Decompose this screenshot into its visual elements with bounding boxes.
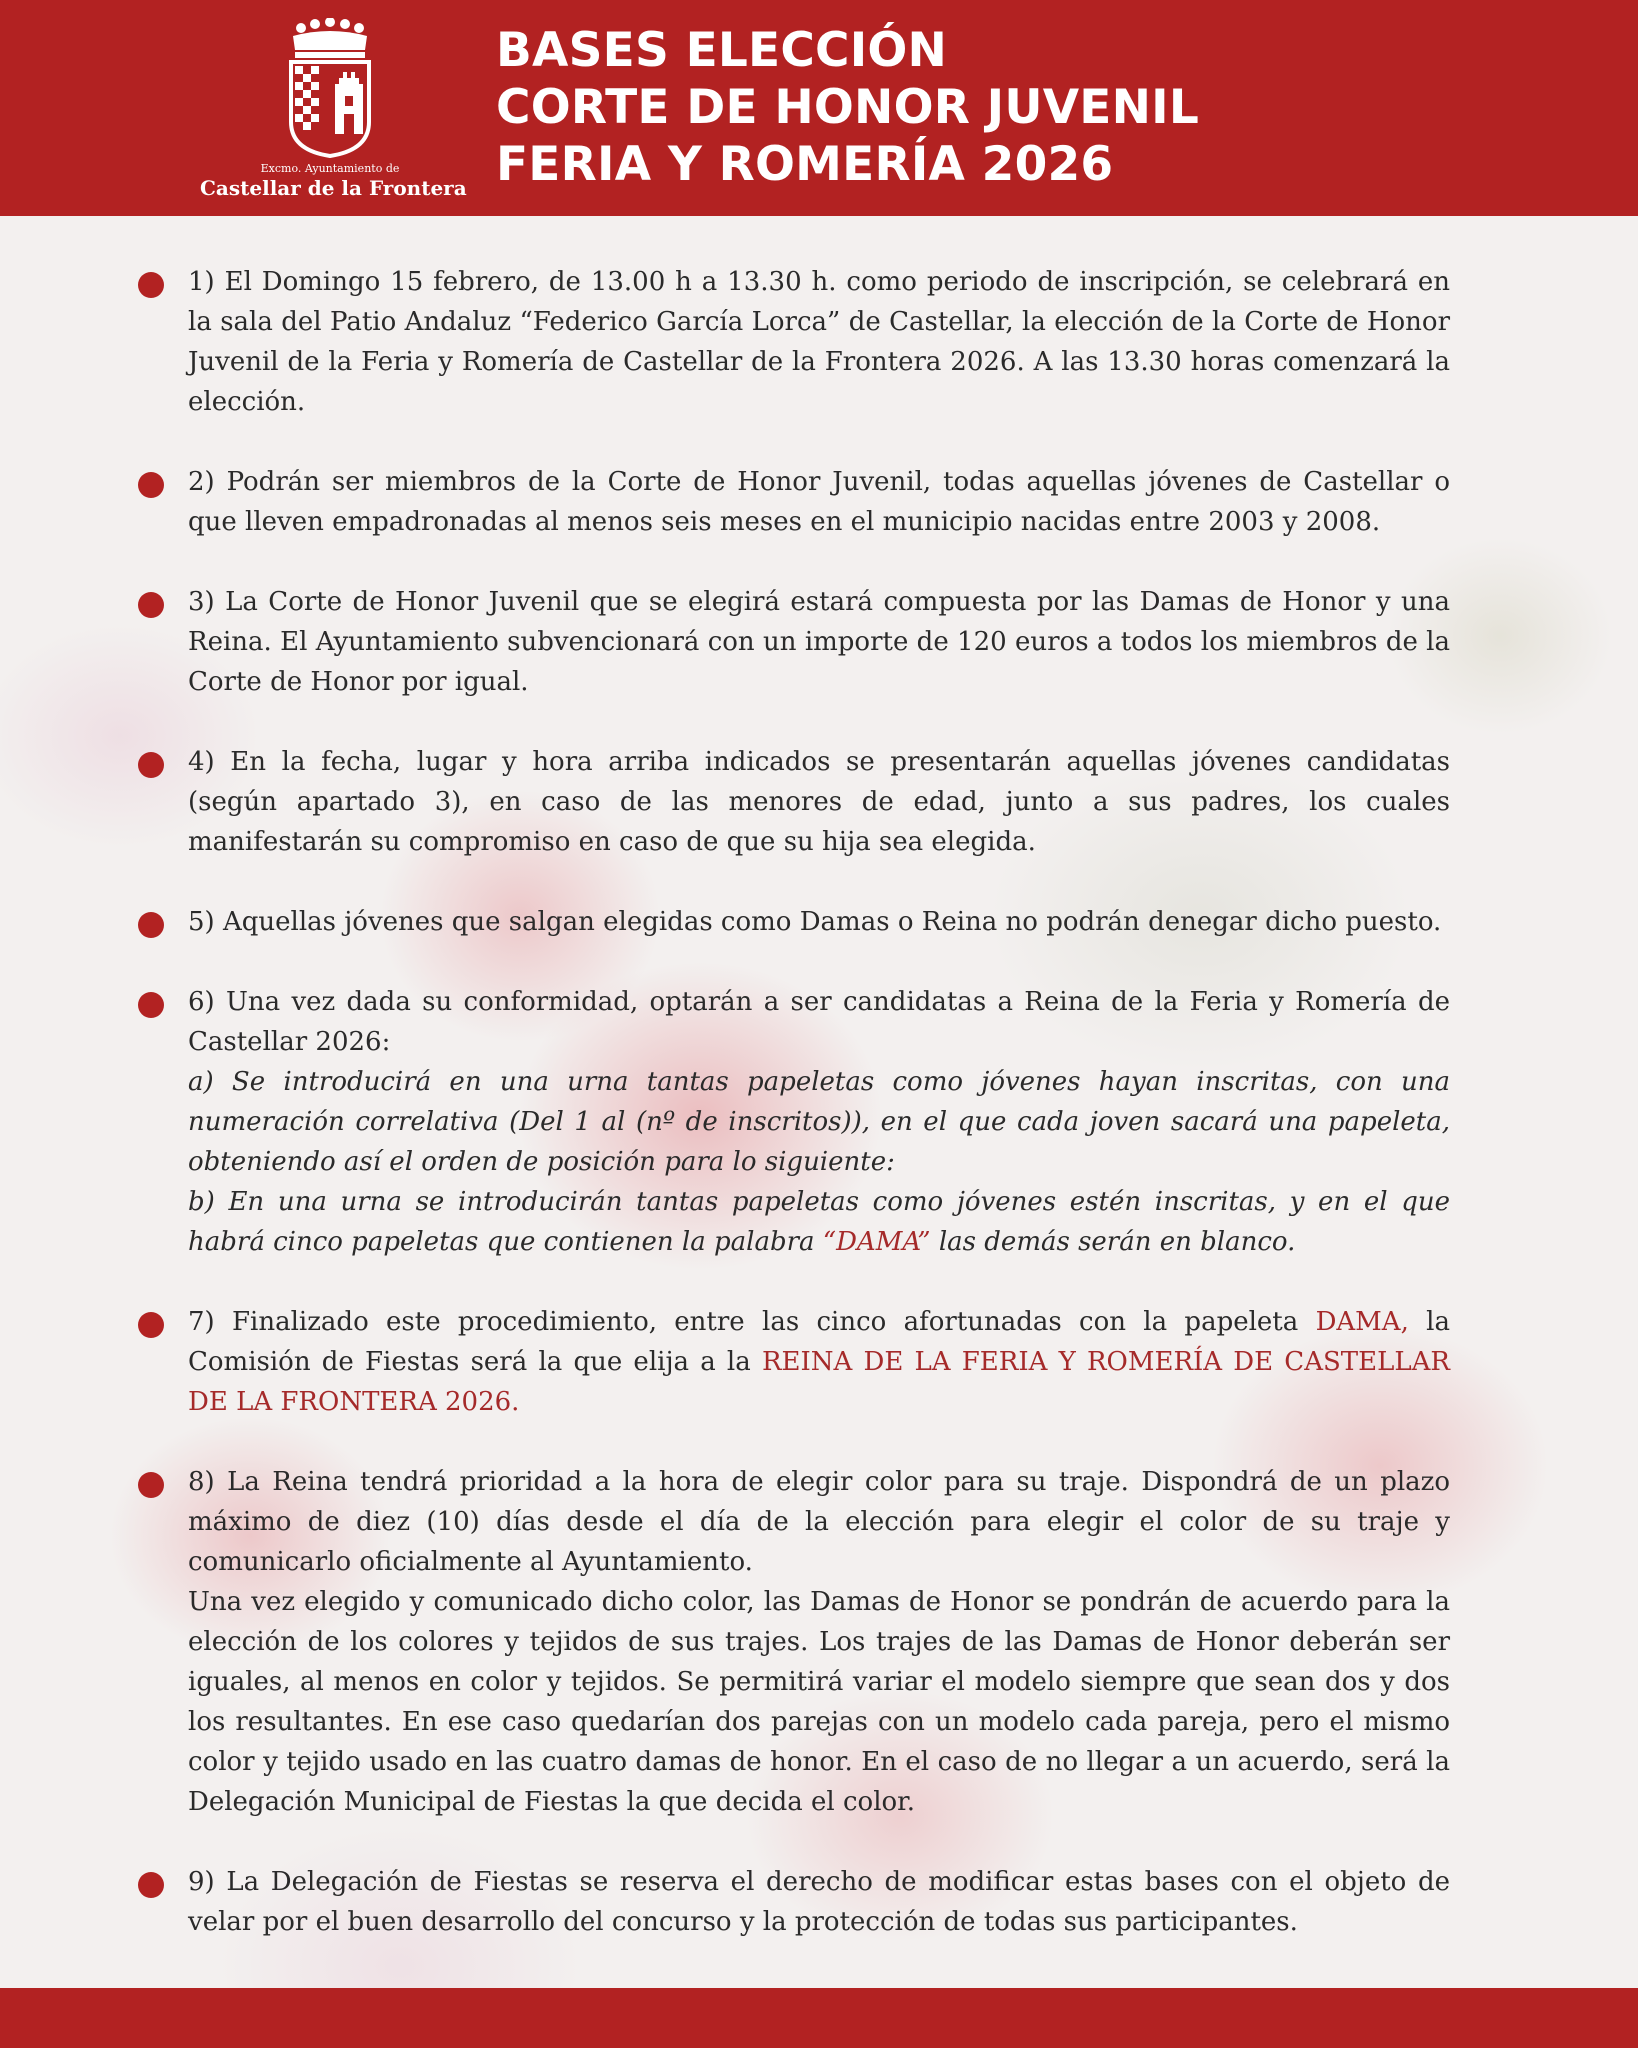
title-line-1: BASES ELECCIÓN [496,23,948,78]
rule-text-continued: Una vez elegido y comunicado dicho color, las Damas de Honor se pondrán de acuerdo para la elección de los colores y tejidos de sus trajes. Los trajes de las Damas de Honor deberán ser iguales, al menos en color y tejidos. Se permitirá variar el modelo siempre que sean dos y dos los resultantes. En ese caso quedarían dos parejas con un modelo cada pareja, pero el mismo color y tejido usado en las cuatro damas de honor. En el caso de no llegar a un acuerdo, será la Delegación Municipal de Fiestas la que decida el color. [188,1587,1450,1817]
rule7-text: 7) Finalizado este procedimiento, entre las cinco afortunadas con la papeleta [188,1307,1316,1337]
bullet-icon [138,752,164,778]
dama-keyword: “DAMA” [822,1227,931,1257]
municipal-logo [200,18,467,200]
bullet-icon [138,1472,164,1498]
page-title [496,22,1199,193]
bullet-icon [138,992,164,1018]
bullet-icon [138,912,164,938]
rule-text: 8) La Reina tendrá prioridad a la hora de elegir color para su traje. Dispondrá de un plazo máximo de diez (10) días desde el día de la elección para elegir el color de su traje y comunicarlo oficialmente al Ayuntamiento. [188,1467,1450,1577]
rule-text: 9) La Delegación de Fiestas se reserva el derecho de modificar estas bases con el objeto de velar por el buen desarrollo del concurso y la protección de todas sus participantes. [188,1867,1450,1937]
rule7-mid: la Comisión de Fiestas será la que elija a la [188,1307,1450,1377]
rule-text [188,1302,1450,1422]
rule-text: 2) Podrán ser miembros de la Corte de Honor Juvenil, todas aquellas jóvenes de Castellar o que lleven empadronadas al menos seis meses en el municipio nacidas entre 2003 y 2008. [188,467,1450,537]
subitem-b-text: b) En una urna se introducirán tantas papeletas como jóvenes estén inscritas, y en el que habrá cinco papeletas que contienen la palabra [188,1187,1450,1257]
dama-keyword: DAMA, [1315,1307,1409,1337]
rule-subitem-a: a) Se introducirá en una urna tantas papeletas como jóvenes hayan inscritas, con una numeración correlativa (Del 1 al (nº de inscritos)), en el que cada joven sacará una papeleta, obteniendo así el orden de posición para lo siguiente: [188,1067,1450,1177]
rule-text: 4) En la fecha, lugar y hora arriba indicados se presentarán aquellas jóvenes candidatas (según apartado 3), en caso de las menores de edad, junto a sus padres, los cuales manifestarán su compromiso en caso de que su hija sea elegida. [188,747,1450,857]
logo-caption-small: Excmo. Ayuntamiento de [260,162,400,175]
rule-item-2 [188,462,1450,542]
bullet-icon [138,472,164,498]
rule-item-5 [188,902,1450,942]
rule-item-7 [188,1302,1450,1422]
rule-item-8 [188,1462,1450,1822]
rule-subitem-b [188,1182,1450,1262]
coat-of-arms-icon [285,18,375,158]
rule-item-4 [188,742,1450,862]
rule-item-6 [188,982,1450,1262]
rule-text: 6) Una vez dada su conformidad, optarán a ser candidatas a Reina de la Feria y Romería de Castellar 2026: [188,987,1450,1057]
rule-text: 5) Aquellas jóvenes que salgan elegidas como Damas o Reina no podrán denegar dicho puesto. [188,907,1442,937]
rule-item-9 [188,1862,1450,1942]
rule-text: 1) El Domingo 15 febrero, de 13.00 h a 13.30 h. como periodo de inscripción, se celebrará en la sala del Patio Andaluz “Federico García Lorca” de Castellar, la elección de la Corte de Honor Juvenil de la Feria y Romería de Castellar de la Frontera 2026. A las 13.30 horas comenzará la elección. [188,267,1450,417]
queen-title: REINA DE LA FERIA Y ROMERÍA DE CASTELLAR DE LA FRONTERA 2026. [188,1347,1450,1417]
rule-item-1 [188,262,1450,422]
footer-band [0,1988,1638,2048]
bullet-icon [138,592,164,618]
bullet-icon [138,1872,164,1898]
bullet-icon [138,272,164,298]
rule-item-3 [188,582,1450,702]
header-banner [0,0,1638,216]
logo-caption-town: Castellar de la Frontera [200,176,467,200]
title-line-2: CORTE DE HONOR JUVENIL [496,80,1199,135]
bullet-icon [138,1312,164,1338]
title-line-3: FERIA Y ROMERÍA 2026 [496,137,1114,192]
subitem-b-end: las demás serán en blanco. [930,1227,1296,1257]
rule-text: 3) La Corte de Honor Juvenil que se elegirá estará compuesta por las Damas de Honor y una Reina. El Ayuntamiento subvencionará con un importe de 120 euros a todos los miembros de la Corte de Honor por igual. [188,587,1450,697]
